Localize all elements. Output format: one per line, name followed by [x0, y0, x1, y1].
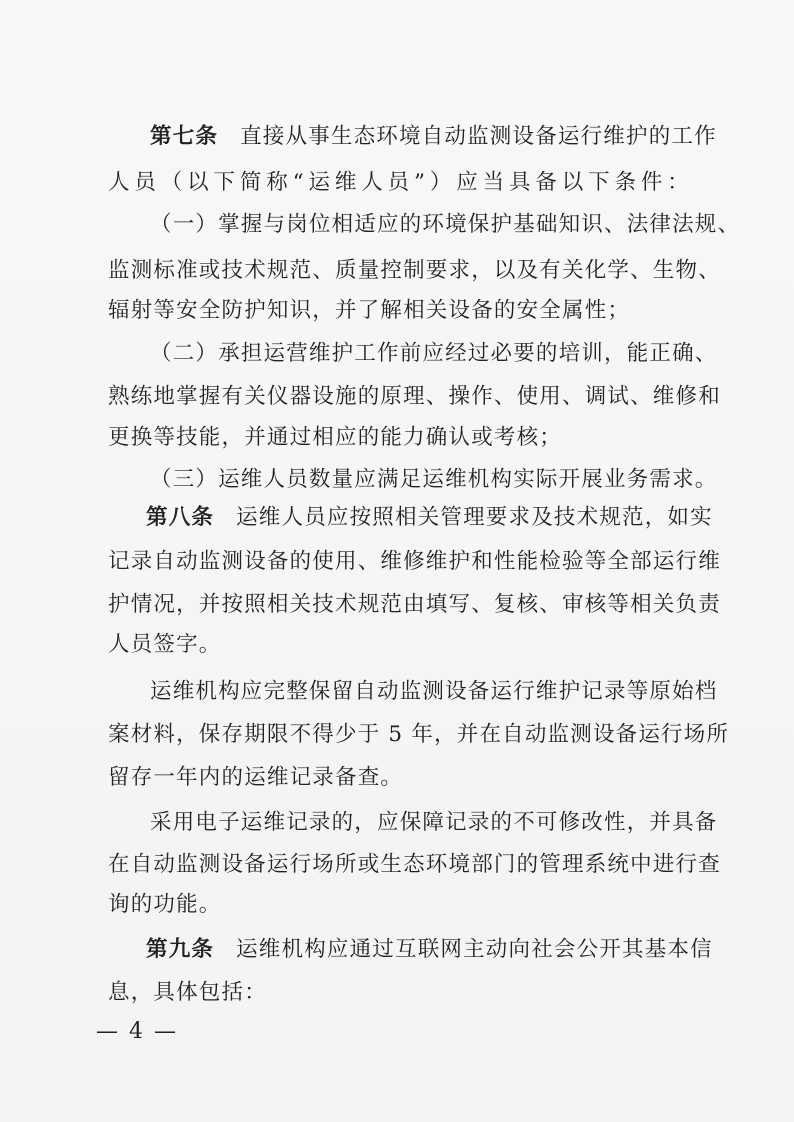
text-line: 监测标准或技术规范、质量控制要求，以及有关化学、生物、: [108, 258, 721, 283]
text-line: 辐射等安全防护知识，并了解相关设备的安全属性；: [108, 298, 631, 323]
text-line: 人员签字。: [108, 632, 222, 657]
text-line: 熟练地掌握有关仪器设施的原理、操作、使用、调试、维修和: [108, 384, 721, 409]
text-line: 在自动监测设备运行场所或生态环境部门的管理系统中进行查: [108, 852, 721, 877]
text-line: 人员（以下简称“运维人员”）应当具备以下条件：: [108, 170, 690, 195]
text-line: 采用电子运维记录的，应保障记录的不可修改性，并具备: [150, 810, 718, 835]
text-line: 第九条 运维机构应通过互联网主动向社会公开其基本信: [146, 937, 713, 962]
article-heading: 第七条: [150, 124, 219, 149]
text-line: 案材料，保存期限不得少于 5 年，并在自动监测设备运行场所: [108, 722, 730, 747]
text-line: 更换等技能，并通过相应的能力确认或考核；: [108, 425, 563, 450]
text-line: （一）掌握与岗位相适应的环境保护基础知识、法律法规、: [150, 212, 741, 237]
text-line: 留存一年内的运维记录备查。: [108, 765, 404, 790]
text-line: 记录自动监测设备的使用、维修维护和性能检验等全部运行维: [108, 549, 721, 574]
article-heading: 第九条: [146, 937, 215, 962]
page-number: — 4 —: [96, 1019, 178, 1044]
text-line: 第八条 运维人员应按照相关管理要求及技术规范，如实: [146, 505, 713, 530]
text-line: 息，具体包括：: [108, 980, 267, 1005]
text-line: （二）承担运营维护工作前应经过必要的培训，能正确、: [150, 341, 718, 366]
text-line: 第七条 直接从事生态环境自动监测设备运行维护的工作: [150, 124, 717, 149]
text-line: 询的功能。: [108, 892, 222, 917]
text-line: 运维机构应完整保留自动监测设备运行维护记录等原始档: [150, 679, 718, 704]
text-line: （三）运维人员数量应满足运维机构实际开展业务需求。: [150, 467, 718, 492]
article-heading: 第八条: [146, 505, 215, 530]
text-line: 护情况，并按照相关技术规范由填写、复核、审核等相关负责: [108, 592, 721, 617]
